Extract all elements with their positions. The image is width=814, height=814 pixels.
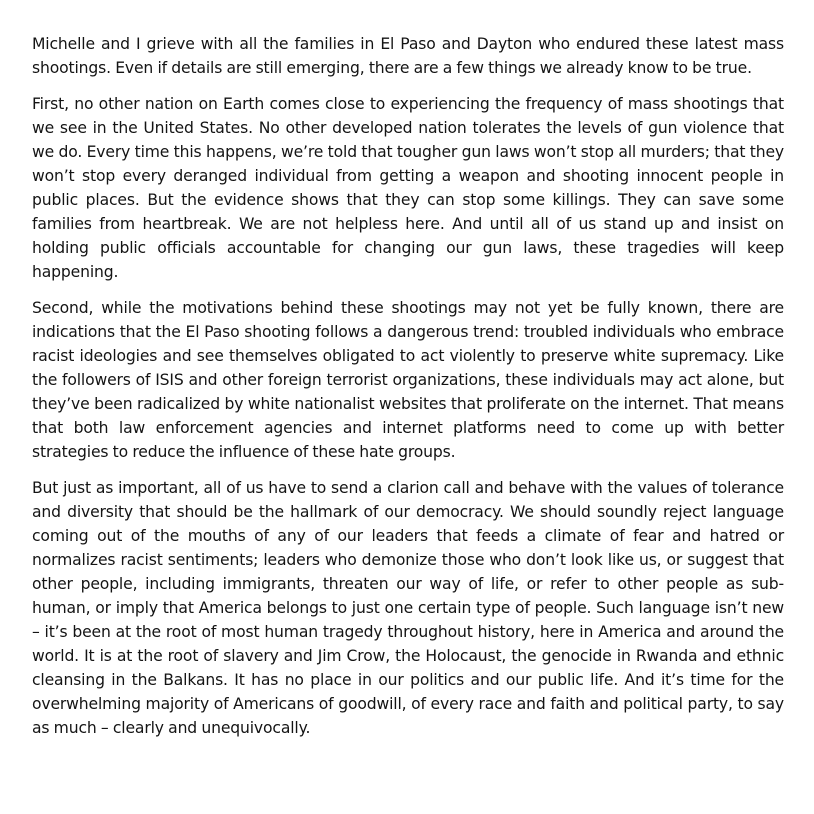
- paragraph-4: But just as important, all of us have to send a clarion call and behave with the values of tolerance and diversity that should be the hallmark of our democracy. We should soundly reject language coming out of the mouths of any of our leaders that feeds a climate of fear and hatred or normalizes racist sentiments; leaders who demonize those who don’t look like us, or suggest that other people, including immigrants, threaten our way of life, or refer to other people as sub-human, or imply that America belongs to just one certain type of people. Such language isn’t new – it’s been at the root of most human tragedy throughout history, here in America and around the world. It is at the root of slavery and Jim Crow, the Holocaust, the genocide in Rwanda and ethnic cleansing in the Balkans. It has no place in our politics and our public life. And it’s time for the overwhelming majority of Americans of goodwill, of every race and faith and political party, to say as much – clearly and unequivocally.: [32, 479, 784, 737]
- paragraph-2: First, no other nation on Earth comes close to experiencing the frequency of mass shootings that we see in the United States. No other developed nation tolerates the levels of gun violence that we do. Every time this happens, we’re told that tougher gun laws won’t stop all murders; that they won’t stop every deranged individual from getting a weapon and shooting innocent people in public places. But the evidence shows that they can stop some killings. They can save some families from heartbreak. We are not helpless here. And until all of us stand up and insist on holding public officials accountable for changing our gun laws, these tragedies will keep happening.: [32, 95, 784, 281]
- paragraph-3: Second, while the motivations behind these shootings may not yet be fully known, there are indications that the El Paso shooting follows a dangerous trend: troubled individuals who embrace racist ideologies and see themselves obligated to act violently to preserve white supremacy. Like the followers of ISIS and other foreign terrorist organizations, these individuals may act alone, but they’ve been radicalized by white nationalist websites that proliferate on the internet. That means that both law enforcement agencies and internet platforms need to come up with better strategies to reduce the influence of these hate groups.: [32, 299, 784, 461]
- statement-body: [32, 32, 784, 752]
- paragraph-1: Michelle and I grieve with all the families in El Paso and Dayton who endured these latest mass shootings. Even if details are still emerging, there are a few things we already know to be true.: [32, 35, 784, 77]
